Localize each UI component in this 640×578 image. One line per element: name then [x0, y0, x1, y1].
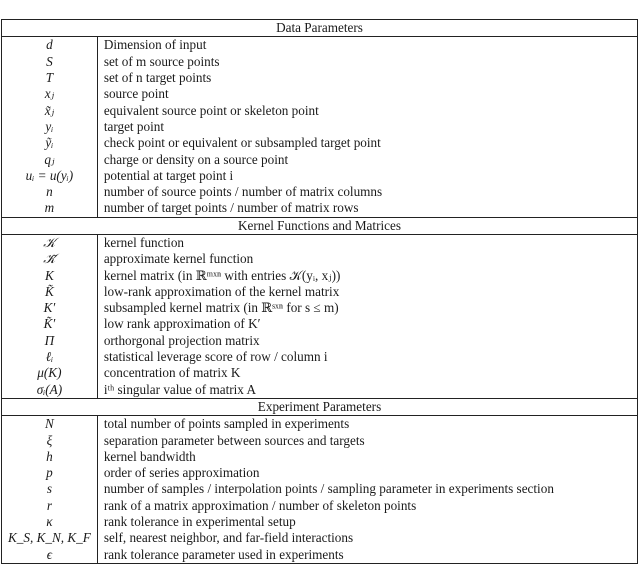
table-row	[2, 86, 638, 102]
table-row	[2, 70, 638, 86]
table-row	[2, 316, 638, 332]
symbol-cell: ℓᵢ	[2, 349, 98, 365]
symbol-cell: p	[2, 465, 98, 481]
section-title: Kernel Functions and Matrices	[2, 217, 638, 234]
description-cell: Dimension of input	[103, 37, 207, 53]
symbol-cell: ξ	[2, 432, 98, 448]
description-cell: iᵗʰ singular value of matrix A	[103, 381, 256, 397]
description-cell: target point	[103, 118, 164, 134]
table-row	[2, 267, 638, 283]
description-cell: kernel bandwidth	[103, 448, 196, 464]
table-row	[2, 234, 638, 251]
symbol-cell: K_S, K_N, K_F	[2, 530, 98, 546]
description-cell: number of samples / interpolation points / sampling parameter in experiments section	[103, 481, 554, 497]
symbol-cell: κ	[2, 514, 98, 530]
table-row	[2, 481, 638, 497]
description-cell: approximate kernel function	[103, 251, 254, 267]
table-row	[2, 333, 638, 349]
table-row	[2, 54, 638, 70]
description-cell: low rank approximation of K′	[103, 316, 261, 332]
section-header-row	[2, 217, 638, 234]
symbol-cell: h	[2, 449, 98, 465]
description-cell: order of series approximation	[103, 465, 260, 481]
table-row	[2, 168, 638, 184]
table-row	[2, 416, 638, 433]
description-cell: check point or equivalent or subsampled target point	[103, 135, 381, 151]
table-row	[2, 465, 638, 481]
symbol-cell: uᵢ = u(yᵢ)	[2, 168, 98, 184]
symbol-cell: d	[2, 37, 98, 54]
symbol-cell: K	[2, 267, 98, 283]
symbol-cell: Π	[2, 333, 98, 349]
table-row	[2, 284, 638, 300]
symbol-cell: K̃′	[2, 316, 98, 332]
table-row	[2, 547, 638, 564]
symbol-cell: ỹᵢ	[2, 135, 98, 151]
symbol-cell: 𝒦	[2, 234, 98, 251]
table-row	[2, 300, 638, 316]
description-cell: orthorgonal projection matrix	[103, 332, 260, 348]
symbol-cell: T	[2, 70, 98, 86]
table-row	[2, 449, 638, 465]
table-row	[2, 432, 638, 448]
description-cell: concentration of matrix K	[103, 365, 241, 381]
symbol-cell: x̃ⱼ	[2, 102, 98, 118]
section-header-row	[2, 20, 638, 37]
symbol-cell: K′	[2, 300, 98, 316]
symbol-cell: S	[2, 54, 98, 70]
description-cell: set of n target points	[103, 70, 212, 86]
symbol-cell: xⱼ	[2, 86, 98, 102]
notation-table-body	[2, 20, 638, 564]
table-row	[2, 251, 638, 267]
table-row	[2, 514, 638, 530]
symbol-cell: s	[2, 481, 98, 497]
description-cell: rank of a matrix approximation / number of skeleton points	[103, 497, 417, 513]
description-cell: charge or density on a source point	[103, 151, 289, 167]
table-row	[2, 135, 638, 151]
description-cell: rank tolerance parameter used in experiments	[103, 546, 344, 562]
symbol-cell: N	[2, 416, 98, 433]
table-row	[2, 151, 638, 167]
symbol-cell: r	[2, 498, 98, 514]
description-cell: low-rank approximation of the kernel matrix	[103, 283, 340, 299]
section-header-row	[2, 398, 638, 415]
notation-table	[1, 19, 638, 564]
table-row	[2, 200, 638, 217]
description-cell: kernel matrix (in ℝᵐˣⁿ with entries 𝒦(yᵢ, xⱼ))	[103, 267, 341, 283]
description-cell: set of m source points	[103, 53, 220, 69]
symbol-cell: qⱼ	[2, 151, 98, 167]
description-cell: potential at target point i	[103, 167, 234, 183]
table-row	[2, 382, 638, 399]
symbol-cell: ϵ	[2, 547, 98, 564]
description-cell: kernel function	[103, 235, 185, 250]
symbol-cell: yᵢ	[2, 119, 98, 135]
description-cell: statistical leverage score of row / column i	[103, 349, 328, 365]
description-cell: total number of points sampled in experiments	[103, 416, 350, 432]
table-row	[2, 349, 638, 365]
description-cell: rank tolerance in experimental setup	[103, 514, 296, 530]
description-cell: subsampled kernel matrix (in ℝˢˣⁿ for s ≤ m)	[103, 300, 339, 316]
symbol-cell: n	[2, 184, 98, 200]
description-cell: self, nearest neighbor, and far-field interactions	[103, 530, 354, 546]
table-row	[2, 37, 638, 54]
symbol-cell: m	[2, 200, 98, 217]
table-row	[2, 102, 638, 118]
description-cell: separation parameter between sources and targets	[103, 432, 365, 448]
description-cell: number of source points / number of matrix columns	[103, 184, 383, 200]
symbol-cell: 𝒦̃	[2, 251, 98, 267]
section-title: Data Parameters	[2, 20, 638, 37]
table-row	[2, 365, 638, 381]
table-row	[2, 119, 638, 135]
table-row	[2, 498, 638, 514]
symbol-cell: μ(K)	[2, 365, 98, 381]
table-row	[2, 530, 638, 546]
symbol-cell: K̃	[2, 284, 98, 300]
table-row	[2, 184, 638, 200]
description-cell: equivalent source point or skeleton point	[103, 102, 319, 118]
description-cell: number of target points / number of matrix rows	[103, 200, 359, 216]
symbol-cell: σᵢ(A)	[2, 382, 98, 399]
section-title: Experiment Parameters	[2, 398, 638, 415]
description-cell: source point	[103, 86, 169, 102]
